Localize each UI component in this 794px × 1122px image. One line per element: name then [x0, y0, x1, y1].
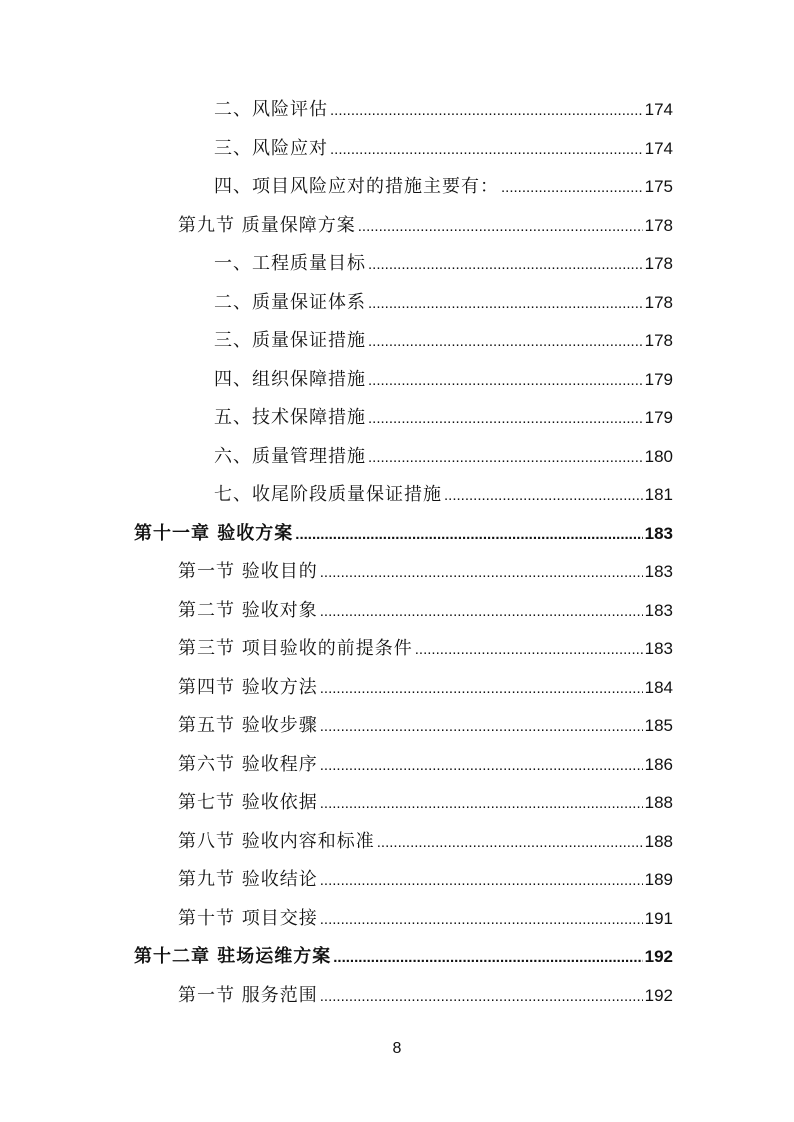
toc-entry-title: 第五节 验收步骤	[178, 715, 318, 736]
toc-entry[interactable]	[214, 252, 673, 276]
toc-entry-title: 第九节 验收结论	[178, 869, 318, 890]
toc-leader-dots	[377, 831, 643, 855]
toc-entry[interactable]	[178, 907, 673, 931]
toc-entry-page: 184	[644, 678, 673, 697]
toc-entry-title: 二、质量保证体系	[214, 292, 366, 313]
toc-entry-title: 四、组织保障措施	[214, 369, 366, 390]
toc-leader-dots	[368, 369, 643, 393]
toc-entry-title: 第十节 项目交接	[178, 908, 318, 929]
toc-entry-title: 第六节 验收程序	[178, 754, 318, 775]
toc-entry-title: 第十一章 验收方案	[134, 523, 294, 544]
toc-entry[interactable]	[214, 291, 673, 315]
toc-entry[interactable]	[178, 753, 673, 777]
toc-entry-title: 第三节 项目验收的前提条件	[178, 638, 413, 659]
toc-entry-page: 179	[644, 370, 673, 389]
toc-chapter-entry[interactable]	[134, 945, 673, 969]
toc-leader-dots	[444, 484, 643, 508]
toc-entry[interactable]	[214, 483, 673, 507]
toc-entry-page: 175	[644, 177, 673, 196]
toc-entry-page: 192	[644, 986, 673, 1005]
toc-entry-page: 186	[644, 755, 673, 774]
toc-entry-page: 178	[644, 293, 673, 312]
toc-entry[interactable]	[214, 368, 673, 392]
toc-entry-title: 第九节 质量保障方案	[178, 215, 356, 236]
toc-entry-title: 第四节 验收方法	[178, 677, 318, 698]
toc-entry-page: 183	[644, 524, 673, 543]
toc-entry-page: 181	[644, 485, 673, 504]
toc-leader-dots	[320, 908, 643, 932]
toc-entry[interactable]	[178, 714, 673, 738]
toc-leader-dots	[320, 715, 643, 739]
toc-entry-page: 188	[644, 793, 673, 812]
toc-entry-title: 三、质量保证措施	[214, 330, 366, 351]
toc-entry[interactable]	[178, 560, 673, 584]
toc-leader-dots	[320, 600, 643, 624]
toc-leader-dots	[320, 792, 643, 816]
toc-entry[interactable]	[214, 406, 673, 430]
toc-entry-page: 178	[644, 331, 673, 350]
toc-leader-dots	[368, 446, 643, 470]
toc-leader-dots	[368, 292, 643, 316]
toc-entry[interactable]	[214, 329, 673, 353]
page-number: 8	[392, 1040, 402, 1057]
toc-entry-page: 178	[644, 216, 673, 235]
toc-entry-page: 174	[644, 139, 673, 158]
toc-entry-title: 第八节 验收内容和标准	[178, 831, 375, 852]
toc-entry-title: 第一节 服务范围	[178, 985, 318, 1006]
toc-entry-page: 178	[644, 254, 673, 273]
toc-entry-title: 六、质量管理措施	[214, 446, 366, 467]
toc-entry-page: 183	[644, 562, 673, 581]
toc-entry-page: 191	[644, 909, 673, 928]
toc-entry[interactable]	[178, 791, 673, 815]
toc-entry[interactable]	[178, 984, 673, 1008]
toc-entry[interactable]	[178, 830, 673, 854]
toc-entry-title: 第一节 验收目的	[178, 561, 318, 582]
toc-entry[interactable]	[178, 637, 673, 661]
toc-leader-dots	[320, 754, 643, 778]
toc-entry-page: 185	[644, 716, 673, 735]
toc-entry-page: 192	[644, 947, 673, 966]
toc-entry[interactable]	[214, 175, 673, 199]
toc-entry-page: 179	[644, 408, 673, 427]
toc-entry-page: 183	[644, 601, 673, 620]
toc-entry[interactable]	[214, 137, 673, 161]
toc-leader-dots	[333, 946, 642, 970]
toc-entry-title: 三、风险应对	[214, 138, 328, 159]
toc-entry[interactable]	[178, 214, 673, 238]
toc-entry-title: 第二节 验收对象	[178, 600, 318, 621]
toc-leader-dots	[295, 523, 642, 547]
toc-entry-title: 四、项目风险应对的措施主要有：	[214, 176, 499, 197]
toc-leader-dots	[368, 330, 643, 354]
toc-entry[interactable]	[214, 98, 673, 122]
toc-entry-title: 一、工程质量目标	[214, 253, 366, 274]
toc-entry[interactable]	[214, 445, 673, 469]
toc-leader-dots	[320, 561, 643, 585]
toc-chapter-entry[interactable]	[134, 522, 673, 546]
toc-entry-title: 二、风险评估	[214, 99, 328, 120]
toc-leader-dots	[320, 677, 643, 701]
toc-leader-dots	[330, 99, 643, 123]
toc-leader-dots	[368, 407, 643, 431]
toc-leader-dots	[368, 253, 643, 277]
toc-entry-title: 五、技术保障措施	[214, 407, 366, 428]
toc-leader-dots	[330, 138, 643, 162]
toc-entry[interactable]	[178, 599, 673, 623]
toc-entry-page: 189	[644, 870, 673, 889]
toc-entry-title: 第七节 验收依据	[178, 792, 318, 813]
toc-leader-dots	[320, 985, 643, 1009]
toc-entry-page: 183	[644, 639, 673, 658]
toc-entry-title: 七、收尾阶段质量保证措施	[214, 484, 442, 505]
toc-entry-page: 174	[644, 100, 673, 119]
toc-entry[interactable]	[178, 868, 673, 892]
toc-leader-dots	[320, 869, 643, 893]
toc-leader-dots	[415, 638, 643, 662]
toc-entry-page: 180	[644, 447, 673, 466]
toc-leader-dots	[358, 215, 643, 239]
toc-leader-dots	[501, 176, 643, 200]
toc-entry-page: 188	[644, 832, 673, 851]
toc-entry[interactable]	[178, 676, 673, 700]
toc-entry-title: 第十二章 驻场运维方案	[134, 946, 332, 967]
